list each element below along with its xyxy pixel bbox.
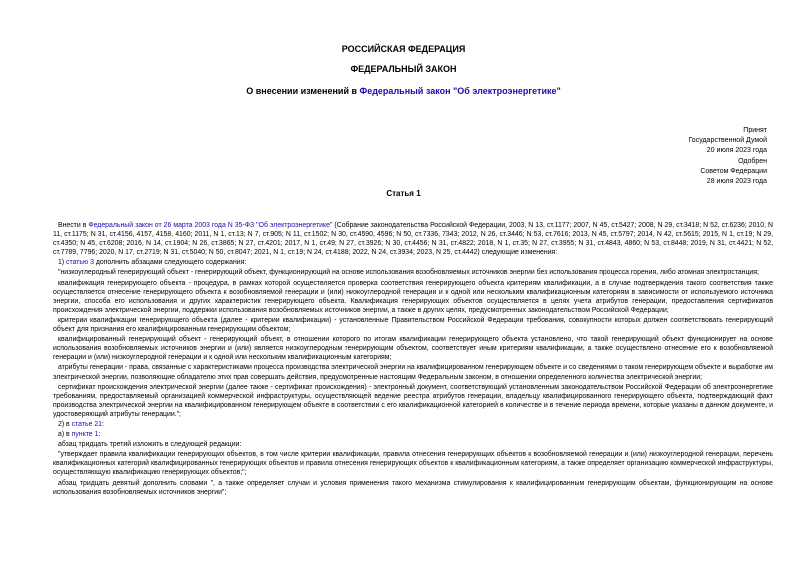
item-2 <box>53 420 773 429</box>
document-title <box>0 86 807 96</box>
country-heading: РОССИЙСКАЯ ФЕДЕРАЦИЯ <box>341 44 466 54</box>
item-1-rest: дополнить абзацами следующего содержания: <box>93 259 247 267</box>
paragraph-criteria: критерии квалификации генерирующего объекта (далее - критерии квалификации) - установленные Правительством Российской Федерации требования, совокупности которых должен соответствовать генерирующий объект для признания его квалифицированным генерирующим объектом; <box>53 316 773 334</box>
adoption-block <box>688 126 767 187</box>
intro-paragraph <box>53 221 773 257</box>
item-1 <box>53 258 773 267</box>
paragraph-low-carbon: "низкоуглеродный генерирующий объект - генерирующий объект, функционирующий на основе использования возобновляемых источников энергии без использования процесса горения, либо атомная электростанция; <box>58 269 759 277</box>
adoption-line-6: 28 июля 2023 года <box>706 178 767 186</box>
paragraph-attributes: атрибуты генерации - права, связанные с характеристиками процесса производства электрической энергии на квалифицированном генерирующем объекте и со сведениями о таком генерирующем объекте и выработке им электрической энергии, позволяющие обладателю этих прав совершать действия, предусмотренные настоящим Федеральным законом, в отношении определенного количества электрической энергии; <box>53 364 773 381</box>
adoption-line-2: Государственной Думой <box>688 137 767 145</box>
paragraph-certificate: сертификат происхождения электрической энергии (далее также - сертификат происхождения) - электронный документ, соответствующий установленным законодательством Российской Федерации об электроэнергетике требованиям, предоставляемый организацией коммерческой инфраструктуры, осуществляющей ведение реестра атрибутов генерации, владельцу квалифицированного генерирующего объекта, подтверждающий факт производства электрической энергии на квалифицированном генерирующем объекте в соответствии с его квалификационной категорией в количестве и в течение периода времени, которые указаны в данном документе, и удостоверяющий атрибуты генерации."; <box>53 383 773 418</box>
subitem-a-rest: : <box>98 431 101 439</box>
item-2-rest: : <box>102 420 104 428</box>
clause-1-link[interactable]: пункте 1 <box>71 431 99 439</box>
item-2-prefix: 2) в <box>58 420 72 428</box>
paragraph-33-text: "утверждает правила квалификации генерирующих объектов, в том числе критерии квалификации, правила отнесения генерирующих объектов к возобновляемой генерации и (или) низкоуглеродной генерации, перечень квалификационных категорий квалифицированных генерирующих объектов и правила отнесения генерирующих объектов к квалификационным категориям, а также определяет организацию коммерческой инфраструктуры, осуществляющую квалификацию генерирующих объектов;"; <box>53 451 773 477</box>
law-title-link[interactable]: Федеральный закон "Об электроэнергетике" <box>359 86 561 96</box>
paragraph-qualification: квалификация генерирующего объекта - процедура, в рамках которой осуществляется проверка соответствия генерирующего объекта критериям квалификации, а в случае подтверждения такого соответствия также осуществляется отнесение генерирующего объекта к возобновляемой генерации и (или) низкоуглеродной генерации и к одной или нескольким квалификационным категориям в зависимости от используемого источника энергии, способа его использования и других характеристик генерирующего объекта. Квалификация генерирующих объектов осуществляется в целях учета атрибутов генерации, предоставления сертификатов происхождения электрической энергии, поддержки использования возобновляемых источников энергии, а также в других целях, предусмотренных законодательством Российской Федерации; <box>53 279 773 314</box>
intro-prefix: Внести в <box>58 222 89 229</box>
article-heading: Статья 1 <box>386 189 421 198</box>
adoption-line-4: Одобрен <box>738 157 767 165</box>
federal-law-link[interactable]: Федеральный закон от 26 марта 2003 года N 35-ФЗ "Об электроэнергетике" <box>88 222 333 229</box>
intro-rest: (Собрание законодательства Российской Федерации, 2003, N 13, ст.1177; 2007, N 45, ст.5427; 2008, N 29, ст.3418; N 52, ст.6236; 2010, N 11, ст.1175; N 31, ст.4156, 4157, 4158, 4160; 2011, N 1, ст.13; N 7, ст.905; N 11, ст.1502; N 30, ст.4590, 4596; N 50, ст.7336, 7343; 2012, N 26, ст.3446; N 53, ст.7616; 2013, N 45, ст.5797; 2014, N 42, ст.5615; 2015, N 1, ст.19; N 29, ст.4350; N 45, ст.6208; 2016, N 14, ст.1904; N 26, ст.3865; N 27, ст.4201; 2017, N 1, ст.49; N 27, ст.3926; N 30, ст.4456; N 31, ст.4822; 2018, N 1, ст.35; N 27, ст.3955; N 31, ст.4843, 4860; N 53, ст.8448; 2019, N 31, ст.4421; N 52, ст.7789, 7796; 2020, N 17, ст.2719; N 31, ст.5040; N 50, ст.8047; 2021, N 1, ст.19; N 24, ст.4188; 2022, N 24, ст.3934; 2023, N 25, ст.4442) следующие изменения: <box>53 222 773 257</box>
doc-type-heading: ФЕДЕРАЛЬНЫЙ ЗАКОН <box>350 64 457 74</box>
article-3-link[interactable]: статью 3 <box>66 259 94 267</box>
adoption-line-5: Советом Федерации <box>700 167 767 175</box>
subitem-a <box>53 430 773 439</box>
paragraph-39-text: абзац тридцать девятый дополнить словами ", а также определяет случаи и условия применения такого механизма стимулирования к квалифицированным генерирующим объектам, функционирующим на основе использования возобновляемых источников энергии"; <box>53 479 773 496</box>
adoption-line-3: 20 июля 2023 года <box>706 147 767 155</box>
paragraph-33-intro: абзац тридцать третий изложить в следующей редакции: <box>58 441 242 449</box>
article-body <box>53 221 773 498</box>
title-prefix: О внесении изменений в <box>246 86 360 96</box>
adoption-line-1: Принят <box>743 127 767 134</box>
paragraph-qualified-object: квалифицированный генерирующий объект - генерирующий объект, в отношении которого по итогам квалификации генерирующего объекта установлено, что такой генерирующий объект функционирует на основе использования возобновляемых источников энергии и (или) является низкоуглеродным генерирующим объектом, соответствует иным критериям квалификации, а также осуществлено отнесение его к возобновляемой генерации и (или) низкоуглеродной генерации и к одной или нескольким квалификационным категориям; <box>53 336 773 362</box>
item-1-prefix: 1) <box>58 259 67 267</box>
article-21-link[interactable]: статье 21 <box>71 420 102 428</box>
subitem-a-prefix: а) в <box>58 431 72 439</box>
